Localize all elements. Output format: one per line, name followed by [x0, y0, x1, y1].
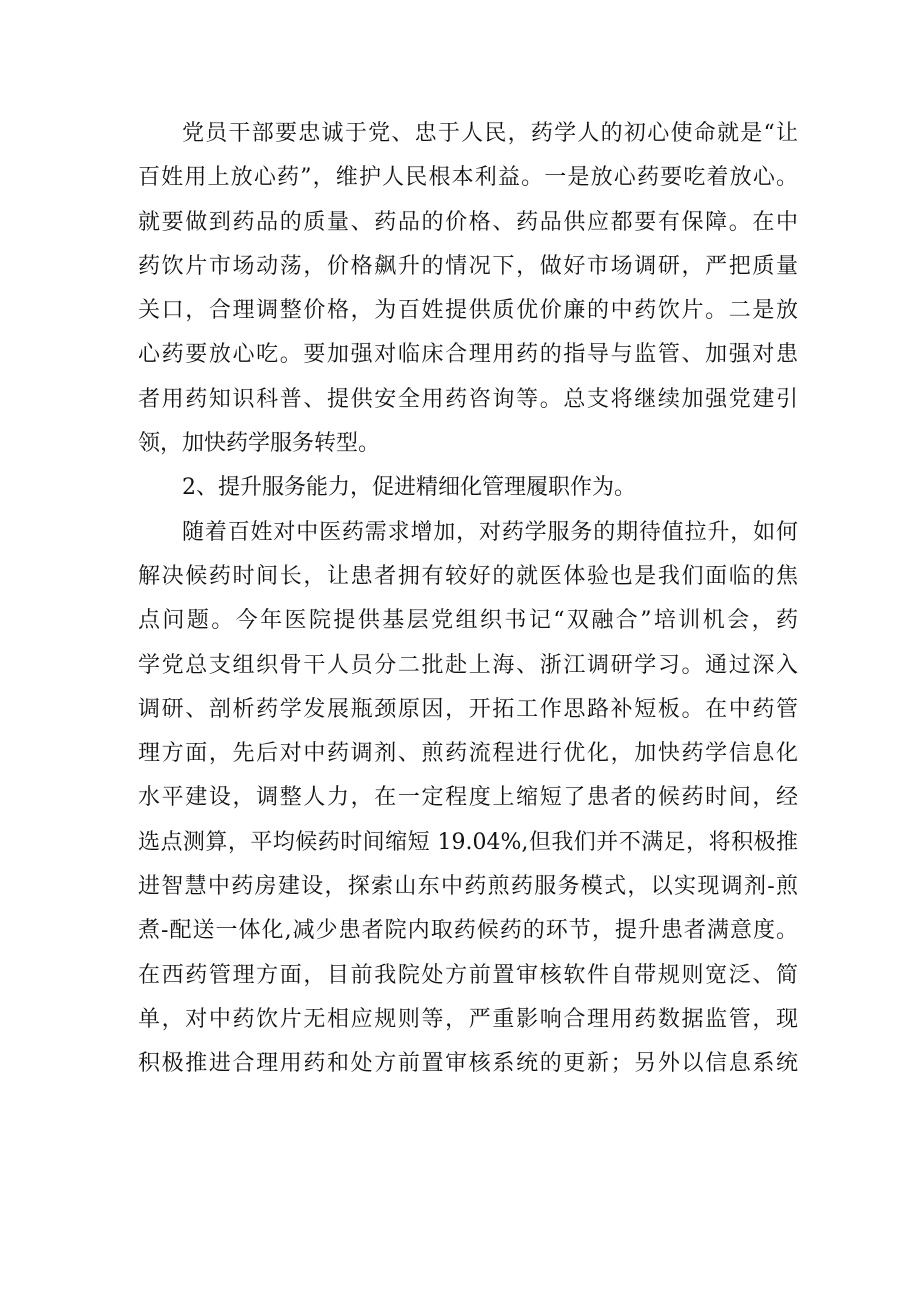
paragraph-3-line-9: 进智慧中药房建设，探索山东中药煎药服务模式，以实现调剂-煎	[138, 874, 798, 900]
paragraph-3-line-8: 选点测算，平均候药时间缩短 19.04%,但我们并不满足，将积极推	[138, 829, 798, 855]
paragraph-3-line-10: 煮-配送一体化,减少患者院内取药候药的环节，提升患者满意度。	[138, 918, 798, 944]
paragraph-3-line-11: 在西药管理方面，目前我院处方前置审核软件自带规则宽泛、简	[138, 962, 798, 988]
paragraph-1-line-1: 党员干部要忠诚于党、忠于人民，药学人的初心使命就是“让	[182, 121, 798, 146]
paragraph-3-line-7: 水平建设，调整人力，在一定程度上缩短了患者的候药时间，经	[138, 785, 798, 811]
paragraph-3-line-13: 积极推进合理用药和处方前置审核系统的更新；另外以信息系统	[138, 1051, 798, 1077]
paragraph-1-line-2: 百姓用上放心药”，维护人民根本利益。一是放心药要吃着放心。	[138, 165, 798, 191]
body-text	[138, 112, 798, 1087]
paragraph-3-line-4: 学党总支组织骨干人员分二批赴上海、浙江调研学习。通过深入	[138, 652, 798, 678]
paragraph-1-line-8: 领，加快药学服务转型。	[138, 431, 381, 457]
paragraph-1-line-7: 者用药知识科普、提供安全用药咨询等。总支将继续加强党建引	[138, 386, 798, 412]
paragraph-1-line-4: 药饮片市场动荡，价格飙升的情况下，做好市场调研，严把质量	[138, 253, 798, 279]
paragraph-3-line-6: 理方面，先后对中药调剂、煎药流程进行优化，加快药学信息化	[138, 741, 798, 767]
paragraph-1-line-6: 心药要放心吃。要加强对临床合理用药的指导与监管、加强对患	[138, 342, 798, 368]
paragraph-3-line-3: 点问题。今年医院提供基层党组织书记“双融合”培训机会，药	[138, 608, 798, 634]
paragraph-3-line-1: 随着百姓对中医药需求增加，对药学服务的期待值拉升，如何	[182, 519, 798, 545]
paragraph-3-line-2: 解决候药时间长，让患者拥有较好的就医体验也是我们面临的焦	[138, 563, 798, 589]
paragraph-3-line-12: 单，对中药饮片无相应规则等，严重影响合理用药数据监管，现	[138, 1006, 798, 1032]
paragraph-3-line-5: 调研、剖析药学发展瓶颈原因，开拓工作思路补短板。在中药管	[138, 696, 798, 722]
section-heading: 2、提升服务能力，促进精细化管理履职作为。	[182, 475, 636, 501]
paragraph-1-line-5: 关口，合理调整价格，为百姓提供质优价廉的中药饮片。二是放	[138, 298, 798, 324]
paragraph-1-line-3: 就要做到药品的质量、药品的价格、药品供应都要有保障。在中	[138, 209, 798, 235]
